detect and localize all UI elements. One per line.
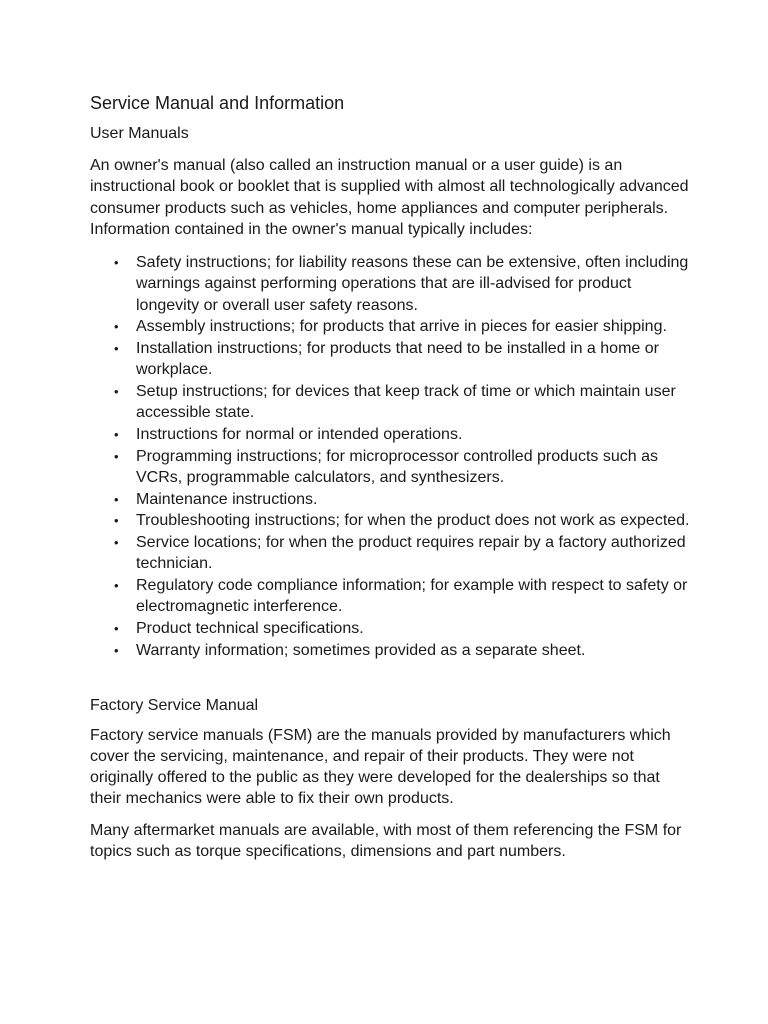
intro-paragraph: An owner's manual (also called an instruction manual or a user guide) is an instructional book or booklet that is supplied with almost all technologically advanced consumer products such as vehicles, home appliances and computer peripherals. Information contained in the owner's manual typically includes: [90, 157, 689, 238]
list-item [90, 338, 690, 381]
list-item-text: Setup instructions; for devices that keep track of time or which maintain user accessible state. [136, 383, 676, 422]
list-item-text: Service locations; for when the product requires repair by a factory authorized technician. [136, 534, 686, 573]
bullet-icon: • [114, 341, 119, 357]
bullet-icon: • [114, 448, 119, 464]
list-item [90, 510, 690, 531]
bullet-icon: • [114, 513, 119, 529]
list-item [90, 489, 690, 510]
fsm-paragraph: Factory service manuals (FSM) are the manuals provided by manufacturers which cover the servicing, maintenance, and repair of their products. They were not originally offered to the public as they were developed for the dealerships so that their mechanics were able to fix their own products. [90, 726, 671, 808]
bullet-icon: • [114, 427, 119, 443]
list-item-text: Warranty information; sometimes provided as a separate sheet. [136, 641, 586, 659]
list-item [90, 424, 690, 445]
document-title: Service Manual and Information [90, 93, 345, 113]
list-item [90, 446, 690, 489]
list-item-text: Product technical specifications. [136, 620, 364, 638]
list-item [90, 381, 690, 424]
list-item-text: Programming instructions; for microprocessor controlled products such as VCRs, programmable calculators, and synthesizers. [136, 447, 658, 487]
bullet-icon: • [114, 384, 119, 400]
bullet-icon: • [114, 255, 119, 271]
document-page [90, 91, 690, 872]
list-item-text: Safety instructions; for liability reasons these can be extensive, often including warnings against performing operations that are ill-advised for product longevity or overall user safety reasons. [136, 254, 689, 314]
bullet-icon: • [114, 535, 119, 551]
includes-list [90, 252, 690, 661]
list-item [90, 532, 690, 575]
list-item [90, 316, 690, 337]
list-item-text: Maintenance instructions. [136, 490, 318, 508]
list-item [90, 640, 690, 661]
bullet-icon: • [114, 642, 119, 658]
section-heading-factory-service-manual: Factory Service Manual [90, 696, 259, 714]
list-item [90, 618, 690, 639]
bullet-icon: • [114, 578, 119, 594]
bullet-icon: • [114, 319, 119, 335]
aftermarket-paragraph: Many aftermarket manuals are available, with most of them referencing the FSM for topics such as torque specifications, dimensions and part numbers. [90, 821, 682, 860]
list-item-text: Troubleshooting instructions; for when the product does not work as expected. [136, 512, 690, 530]
list-item-text: Installation instructions; for products that need to be installed in a home or workplace. [136, 340, 659, 379]
list-item [90, 252, 690, 316]
list-item [90, 575, 690, 618]
list-item-text: Regulatory code compliance information; for example with respect to safety or electromagnetic interference. [136, 577, 688, 616]
bullet-icon: • [114, 621, 119, 637]
section-heading-user-manuals: User Manuals [90, 125, 189, 142]
bullet-icon: • [114, 491, 119, 507]
list-item-text: Assembly instructions; for products that arrive in pieces for easier shipping. [136, 318, 667, 336]
section-spacer [90, 662, 690, 695]
list-item-text: Instructions for normal or intended operations. [136, 426, 463, 444]
